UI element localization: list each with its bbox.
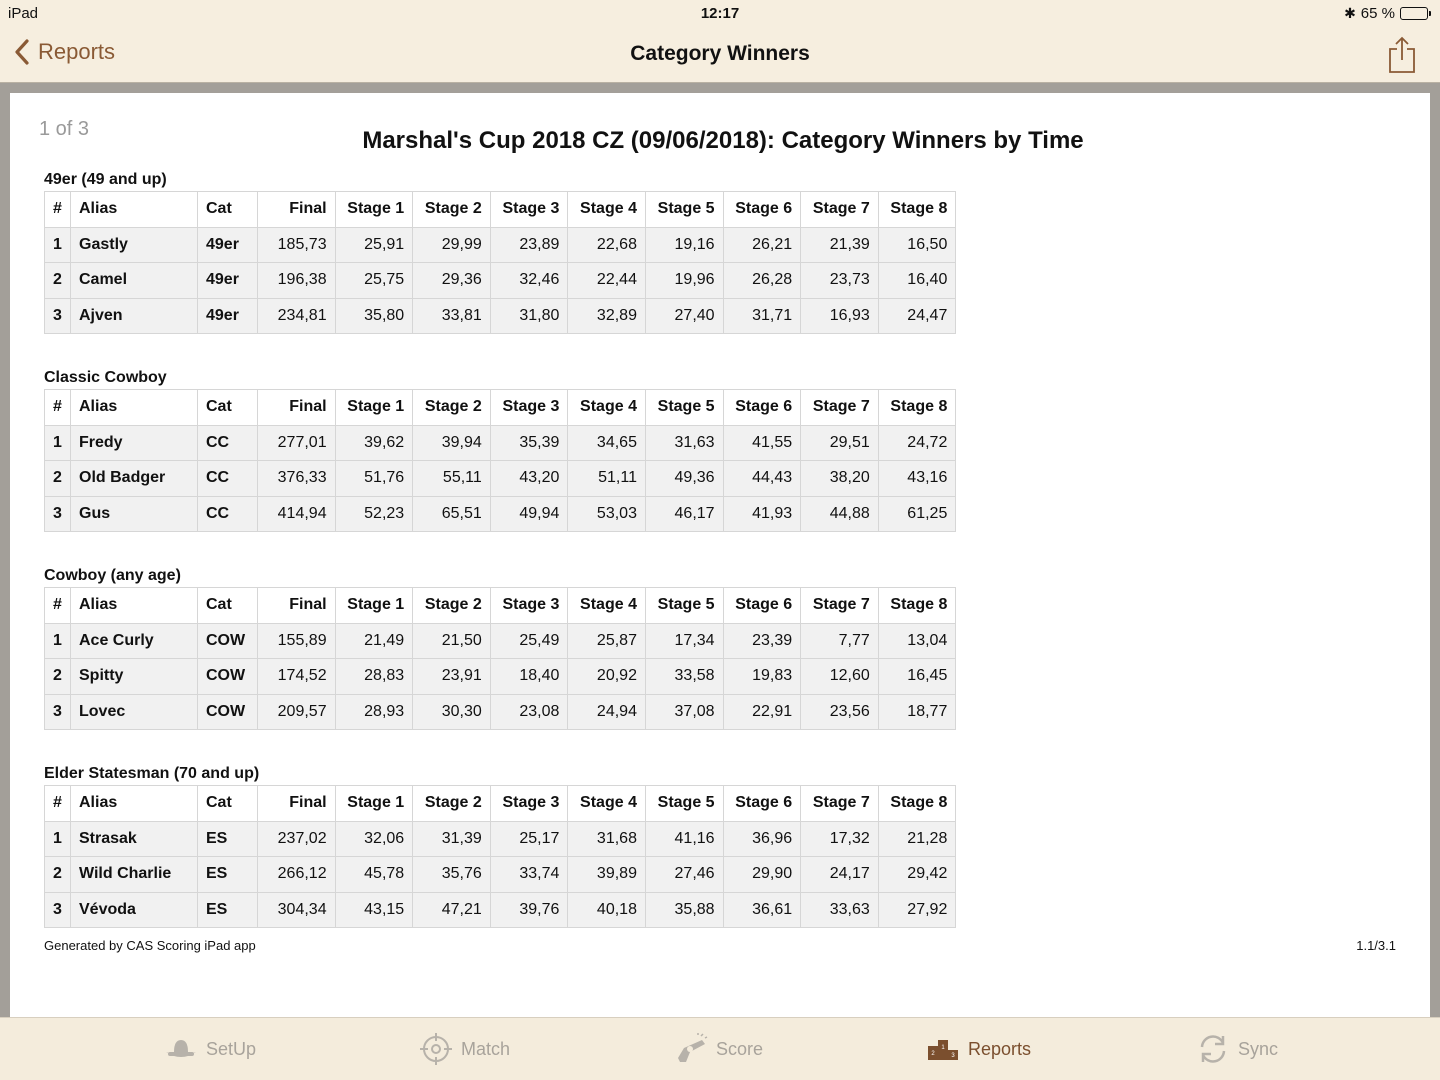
cell-stage-8: 24,47 (878, 298, 956, 334)
column-header-rank: # (45, 588, 71, 624)
column-header-alias: Alias (71, 192, 198, 228)
tab-score[interactable] (674, 1032, 763, 1066)
cell-stage-3: 32,46 (490, 263, 568, 299)
table-row (45, 496, 956, 532)
cell-stage-6: 36,96 (723, 821, 801, 857)
status-time: 12:17 (700, 5, 740, 22)
battery-percent: 65 % (1360, 5, 1395, 22)
cell-alias: Vévoda (71, 892, 198, 928)
column-header-stage-3: Stage 3 (490, 192, 568, 228)
category-section (44, 369, 956, 532)
tab-reports[interactable] (926, 1032, 1031, 1066)
cell-final: 234,81 (258, 298, 336, 334)
cell-stage-6: 36,61 (723, 892, 801, 928)
category-section (44, 171, 956, 334)
cell-category: COW (198, 659, 258, 695)
version-footer: 1.1/3.1 (1356, 938, 1396, 953)
cell-category: COW (198, 694, 258, 730)
report-title (10, 127, 1430, 155)
table-row (45, 623, 956, 659)
status-bar (0, 0, 1440, 28)
cell-stage-8: 21,28 (878, 821, 956, 857)
podium-icon (926, 1032, 960, 1066)
cell-stage-5: 46,17 (645, 496, 723, 532)
cell-final: 266,12 (258, 857, 336, 893)
table-header-row (45, 390, 956, 426)
cell-stage-4: 22,44 (568, 263, 646, 299)
cell-category: CC (198, 425, 258, 461)
navigation-bar (0, 28, 1440, 83)
cell-stage-6: 26,28 (723, 263, 801, 299)
cell-stage-4: 53,03 (568, 496, 646, 532)
cell-rank: 2 (45, 857, 71, 893)
column-header-final: Final (258, 588, 336, 624)
cell-rank: 1 (45, 623, 71, 659)
cell-stage-6: 29,90 (723, 857, 801, 893)
cell-stage-7: 33,63 (801, 892, 879, 928)
cell-stage-5: 19,96 (645, 263, 723, 299)
cell-stage-5: 33,58 (645, 659, 723, 695)
cell-stage-4: 51,11 (568, 461, 646, 497)
cell-stage-7: 44,88 (801, 496, 879, 532)
column-header-category: Cat (198, 390, 258, 426)
cell-stage-7: 7,77 (801, 623, 879, 659)
column-header-stage-2: Stage 2 (413, 192, 491, 228)
cell-stage-5: 35,88 (645, 892, 723, 928)
column-header-stage-5: Stage 5 (645, 390, 723, 426)
tab-bar (0, 1017, 1440, 1080)
cell-stage-3: 23,08 (490, 694, 568, 730)
tab-sync-label: Sync (1238, 1038, 1279, 1059)
sync-icon (1196, 1032, 1230, 1066)
cell-alias: Gastly (71, 227, 198, 263)
table-row (45, 694, 956, 730)
cell-stage-2: 29,36 (413, 263, 491, 299)
cell-category: COW (198, 623, 258, 659)
cell-stage-8: 16,45 (878, 659, 956, 695)
cell-stage-2: 21,50 (413, 623, 491, 659)
cell-stage-4: 40,18 (568, 892, 646, 928)
column-header-stage-5: Stage 5 (645, 192, 723, 228)
cell-final: 277,01 (258, 425, 336, 461)
table-row (45, 892, 956, 928)
cell-stage-8: 16,40 (878, 263, 956, 299)
cell-final: 209,57 (258, 694, 336, 730)
cell-stage-5: 27,46 (645, 857, 723, 893)
cell-rank: 3 (45, 694, 71, 730)
cell-stage-6: 22,91 (723, 694, 801, 730)
column-header-stage-4: Stage 4 (568, 192, 646, 228)
cell-stage-6: 31,71 (723, 298, 801, 334)
column-header-final: Final (258, 390, 336, 426)
cell-stage-5: 49,36 (645, 461, 723, 497)
cell-stage-3: 31,80 (490, 298, 568, 334)
cell-stage-3: 43,20 (490, 461, 568, 497)
column-header-final: Final (258, 786, 336, 822)
category-section (44, 567, 956, 730)
cell-stage-1: 28,93 (335, 694, 413, 730)
cell-final: 155,89 (258, 623, 336, 659)
cell-stage-7: 23,73 (801, 263, 879, 299)
cell-final: 304,34 (258, 892, 336, 928)
share-icon[interactable] (1386, 36, 1418, 74)
cell-category: ES (198, 892, 258, 928)
cell-stage-2: 31,39 (413, 821, 491, 857)
cell-stage-2: 33,81 (413, 298, 491, 334)
cell-rank: 2 (45, 263, 71, 299)
battery-icon (1400, 7, 1428, 20)
cell-category: ES (198, 821, 258, 857)
cell-alias: Lovec (71, 694, 198, 730)
cell-rank: 3 (45, 298, 71, 334)
cell-stage-4: 24,94 (568, 694, 646, 730)
cell-stage-3: 23,89 (490, 227, 568, 263)
column-header-stage-8: Stage 8 (878, 192, 956, 228)
column-header-stage-8: Stage 8 (878, 786, 956, 822)
page-indicator: 1 of 3 (39, 118, 90, 140)
cell-stage-2: 29,99 (413, 227, 491, 263)
column-header-stage-7: Stage 7 (801, 390, 879, 426)
table-row (45, 857, 956, 893)
column-header-final: Final (258, 192, 336, 228)
cell-category: 49er (198, 227, 258, 263)
cell-alias: Fredy (71, 425, 198, 461)
cell-final: 185,73 (258, 227, 336, 263)
back-button-label: Reports (38, 39, 116, 64)
cell-stage-8: 43,16 (878, 461, 956, 497)
cell-alias: Wild Charlie (71, 857, 198, 893)
cell-stage-3: 49,94 (490, 496, 568, 532)
column-header-stage-3: Stage 3 (490, 588, 568, 624)
category-title: 49er (49 and up) (44, 171, 167, 188)
table-header-row (45, 588, 956, 624)
cell-rank: 3 (45, 892, 71, 928)
cell-final: 237,02 (258, 821, 336, 857)
cell-stage-6: 44,43 (723, 461, 801, 497)
cell-stage-5: 27,40 (645, 298, 723, 334)
cell-stage-1: 43,15 (335, 892, 413, 928)
tab-match[interactable] (419, 1032, 510, 1066)
cell-alias: Spitty (71, 659, 198, 695)
cell-alias: Strasak (71, 821, 198, 857)
cell-stage-3: 35,39 (490, 425, 568, 461)
cell-rank: 1 (45, 227, 71, 263)
column-header-stage-4: Stage 4 (568, 786, 646, 822)
column-header-alias: Alias (71, 390, 198, 426)
svg-text:1: 1 (941, 1045, 945, 1051)
column-header-stage-1: Stage 1 (335, 588, 413, 624)
cell-stage-1: 25,75 (335, 263, 413, 299)
cell-stage-7: 24,17 (801, 857, 879, 893)
column-header-stage-7: Stage 7 (801, 192, 879, 228)
cell-rank: 1 (45, 821, 71, 857)
table-row (45, 425, 956, 461)
column-header-stage-1: Stage 1 (335, 786, 413, 822)
cell-stage-6: 19,83 (723, 659, 801, 695)
tab-sync[interactable] (1196, 1032, 1278, 1066)
cell-stage-7: 23,56 (801, 694, 879, 730)
column-header-stage-3: Stage 3 (490, 390, 568, 426)
column-header-stage-5: Stage 5 (645, 588, 723, 624)
cell-alias: Gus (71, 496, 198, 532)
svg-text:3: 3 (951, 1053, 955, 1059)
results-table (44, 191, 956, 334)
cell-stage-1: 32,06 (335, 821, 413, 857)
cell-stage-5: 17,34 (645, 623, 723, 659)
cell-stage-2: 23,91 (413, 659, 491, 695)
column-header-category: Cat (198, 588, 258, 624)
cell-stage-6: 41,55 (723, 425, 801, 461)
category-title: Elder Statesman (70 and up) (44, 765, 260, 782)
cell-stage-7: 12,60 (801, 659, 879, 695)
column-header-rank: # (45, 786, 71, 822)
column-header-stage-1: Stage 1 (335, 192, 413, 228)
cell-stage-8: 16,50 (878, 227, 956, 263)
cell-stage-1: 51,76 (335, 461, 413, 497)
column-header-alias: Alias (71, 786, 198, 822)
table-row (45, 461, 956, 497)
tab-setup-label: SetUp (206, 1038, 257, 1059)
report-title-text: Marshal's Cup 2018 CZ (09/06/2018): Category Winners by Time (362, 127, 1084, 154)
tab-match-label: Match (461, 1038, 511, 1059)
cell-stage-2: 47,21 (413, 892, 491, 928)
cell-stage-4: 25,87 (568, 623, 646, 659)
cell-stage-1: 39,62 (335, 425, 413, 461)
table-header-row (45, 192, 956, 228)
column-header-category: Cat (198, 786, 258, 822)
cell-alias: Ajven (71, 298, 198, 334)
cell-stage-5: 19,16 (645, 227, 723, 263)
cell-stage-4: 34,65 (568, 425, 646, 461)
table-row (45, 298, 956, 334)
cell-stage-3: 25,49 (490, 623, 568, 659)
cell-final: 196,38 (258, 263, 336, 299)
cell-stage-3: 25,17 (490, 821, 568, 857)
svg-text:2: 2 (931, 1051, 935, 1057)
cell-stage-5: 31,63 (645, 425, 723, 461)
cell-stage-7: 38,20 (801, 461, 879, 497)
cell-stage-8: 13,04 (878, 623, 956, 659)
cell-stage-2: 55,11 (413, 461, 491, 497)
cell-category: 49er (198, 298, 258, 334)
column-header-stage-3: Stage 3 (490, 786, 568, 822)
cell-stage-8: 27,92 (878, 892, 956, 928)
cell-stage-4: 31,68 (568, 821, 646, 857)
tab-score-label: Score (716, 1038, 764, 1059)
hat-icon (164, 1032, 198, 1066)
cell-stage-2: 35,76 (413, 857, 491, 893)
cell-stage-7: 21,39 (801, 227, 879, 263)
cell-stage-2: 39,94 (413, 425, 491, 461)
cell-alias: Ace Curly (71, 623, 198, 659)
cell-stage-4: 22,68 (568, 227, 646, 263)
report-page[interactable] (10, 93, 1430, 1017)
cell-stage-2: 65,51 (413, 496, 491, 532)
cell-stage-6: 23,39 (723, 623, 801, 659)
table-row (45, 821, 956, 857)
cell-rank: 2 (45, 659, 71, 695)
cell-stage-1: 35,80 (335, 298, 413, 334)
cell-stage-4: 32,89 (568, 298, 646, 334)
cell-alias: Old Badger (71, 461, 198, 497)
category-section (44, 765, 956, 928)
cell-rank: 2 (45, 461, 71, 497)
revolver-icon (674, 1032, 708, 1066)
column-header-category: Cat (198, 192, 258, 228)
cell-stage-7: 29,51 (801, 425, 879, 461)
column-header-stage-2: Stage 2 (413, 390, 491, 426)
generated-by-footer: Generated by CAS Scoring iPad app (44, 938, 256, 953)
crosshair-icon (419, 1032, 453, 1066)
category-title: Classic Cowboy (44, 369, 167, 386)
column-header-stage-6: Stage 6 (723, 192, 801, 228)
cell-category: 49er (198, 263, 258, 299)
category-title: Cowboy (any age) (44, 567, 181, 584)
column-header-stage-2: Stage 2 (413, 786, 491, 822)
cell-category: ES (198, 857, 258, 893)
cell-stage-1: 21,49 (335, 623, 413, 659)
column-header-rank: # (45, 390, 71, 426)
page-title: Category Winners (630, 42, 810, 65)
column-header-rank: # (45, 192, 71, 228)
cell-stage-5: 41,16 (645, 821, 723, 857)
cell-stage-6: 26,21 (723, 227, 801, 263)
column-header-stage-2: Stage 2 (413, 588, 491, 624)
cell-stage-4: 39,89 (568, 857, 646, 893)
cell-stage-7: 17,32 (801, 821, 879, 857)
column-header-stage-8: Stage 8 (878, 390, 956, 426)
cell-final: 174,52 (258, 659, 336, 695)
results-table (44, 389, 956, 532)
column-header-stage-7: Stage 7 (801, 588, 879, 624)
column-header-stage-7: Stage 7 (801, 786, 879, 822)
results-table (44, 587, 956, 730)
cell-stage-3: 18,40 (490, 659, 568, 695)
column-header-stage-8: Stage 8 (878, 588, 956, 624)
cell-stage-8: 61,25 (878, 496, 956, 532)
cell-stage-3: 39,76 (490, 892, 568, 928)
cell-stage-1: 45,78 (335, 857, 413, 893)
cell-category: CC (198, 496, 258, 532)
column-header-stage-1: Stage 1 (335, 390, 413, 426)
device-label: iPad (8, 5, 39, 22)
cell-rank: 1 (45, 425, 71, 461)
cell-stage-7: 16,93 (801, 298, 879, 334)
cell-stage-8: 24,72 (878, 425, 956, 461)
cell-stage-5: 37,08 (645, 694, 723, 730)
cell-stage-1: 25,91 (335, 227, 413, 263)
cell-final: 414,94 (258, 496, 336, 532)
cell-stage-1: 52,23 (335, 496, 413, 532)
status-right (1344, 5, 1428, 22)
cell-rank: 3 (45, 496, 71, 532)
table-row (45, 227, 956, 263)
column-header-alias: Alias (71, 588, 198, 624)
cell-alias: Camel (71, 263, 198, 299)
tab-reports-label: Reports (968, 1038, 1032, 1059)
table-row (45, 659, 956, 695)
column-header-stage-4: Stage 4 (568, 390, 646, 426)
cell-stage-8: 18,77 (878, 694, 956, 730)
column-header-stage-6: Stage 6 (723, 588, 801, 624)
cell-stage-6: 41,93 (723, 496, 801, 532)
cell-stage-8: 29,42 (878, 857, 956, 893)
column-header-stage-4: Stage 4 (568, 588, 646, 624)
cell-final: 376,33 (258, 461, 336, 497)
bluetooth-icon: ✱ (1344, 5, 1356, 21)
table-header-row (45, 786, 956, 822)
tab-setup[interactable] (164, 1032, 256, 1066)
cell-stage-3: 33,74 (490, 857, 568, 893)
table-row (45, 263, 956, 299)
results-table (44, 785, 956, 928)
cell-stage-2: 30,30 (413, 694, 491, 730)
column-header-stage-5: Stage 5 (645, 786, 723, 822)
cell-category: CC (198, 461, 258, 497)
cell-stage-1: 28,83 (335, 659, 413, 695)
column-header-stage-6: Stage 6 (723, 390, 801, 426)
column-header-stage-6: Stage 6 (723, 786, 801, 822)
cell-stage-4: 20,92 (568, 659, 646, 695)
